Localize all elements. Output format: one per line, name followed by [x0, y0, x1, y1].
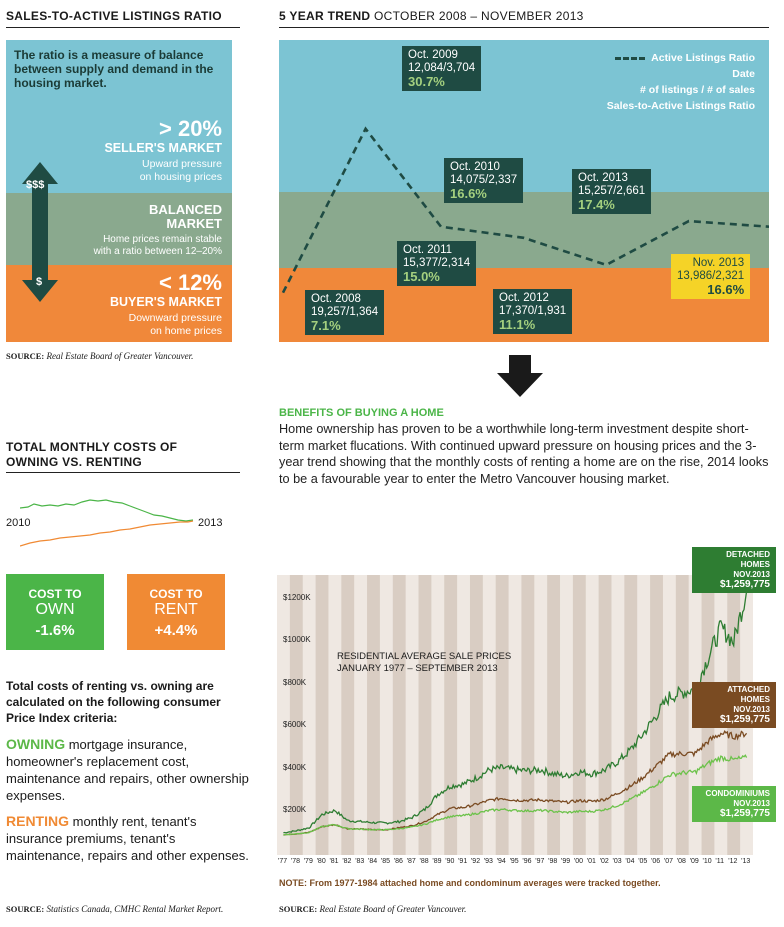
x-tick-label: '00 — [573, 858, 584, 865]
callout-counts: 12,084/3,704 — [408, 62, 476, 74]
ratio-title-rule — [6, 27, 240, 28]
x-tick-label: '96 — [522, 858, 532, 865]
callout-date: Oct. 2013 — [578, 172, 628, 184]
callout-ratio: 17.4% — [578, 197, 615, 212]
x-tick-label: '83 — [355, 858, 365, 865]
tag-date: NOV.2013 — [733, 799, 770, 808]
callout-nov-2013 — [671, 254, 750, 299]
x-tick-label: '88 — [419, 858, 429, 865]
x-tick-label: '77 — [278, 858, 288, 865]
buyers-desc2: on home prices — [150, 325, 222, 337]
x-tick-label: '81 — [329, 858, 339, 865]
tag-name: ATTACHED HOMES — [727, 685, 770, 704]
x-tick-label: '98 — [548, 858, 558, 865]
costs-source-text: Statistics Canada, CMHC Rental Market Report. — [46, 904, 224, 914]
x-tick-label: '03 — [612, 858, 622, 865]
callout-ratio: 30.7% — [408, 74, 445, 89]
chart-note: NOTE: From 1977-1984 attached home and condominum averages were tracked together. — [279, 878, 661, 888]
own-cost-line — [20, 500, 193, 521]
x-tick-label: '93 — [483, 858, 493, 865]
year-stripe — [650, 575, 663, 855]
year-stripes — [290, 575, 740, 855]
callout-counts: 17,370/1,931 — [499, 305, 567, 317]
callout-ratio: 16.6% — [450, 186, 487, 201]
ratio-panel — [6, 40, 232, 342]
x-tick-label: '12 — [728, 858, 738, 865]
costs-source-label: SOURCE: — [6, 904, 45, 914]
criteria-heading: Total costs of renting vs. owning are calculated on the following consumer Price Index criteria: — [6, 679, 221, 725]
callout-oct-2010 — [444, 158, 523, 203]
down-arrow-icon — [497, 355, 543, 397]
callout-date: Oct. 2009 — [408, 49, 458, 61]
y-tick-800k: $800K — [283, 678, 307, 687]
x-tick-label: '94 — [496, 858, 506, 865]
callout-oct-2012 — [493, 289, 572, 334]
x-tick-label: '89 — [432, 858, 442, 865]
chart-source-text: Real Estate Board of Greater Vancouver. — [319, 904, 467, 914]
price-chart — [277, 575, 753, 855]
callout-date: Nov. 2013 — [692, 257, 745, 269]
callout-counts: 13,986/2,321 — [677, 270, 745, 282]
callout-date: Oct. 2008 — [311, 293, 361, 305]
callout-counts: 19,257/1,364 — [311, 306, 379, 318]
sellers-desc1: Upward pressure — [142, 158, 222, 170]
buyers-name: BUYER'S MARKET — [109, 295, 222, 309]
x-tick-label: '95 — [509, 858, 519, 865]
x-tick-label: '01 — [586, 858, 596, 865]
costs-title — [6, 440, 177, 470]
callout-ratio: 15.0% — [403, 269, 440, 284]
rent-label1: COST TO — [149, 587, 203, 601]
renting-criteria — [6, 813, 252, 864]
renting-text: monthly rent, tenant's insurance premiums, tenant's maintenance, repairs and other expenses. — [6, 814, 249, 863]
callout-date: Oct. 2011 — [403, 244, 453, 256]
legend-line-label: Active Listings Ratio — [651, 52, 755, 64]
tag-name: DETACHED HOMES — [726, 550, 770, 569]
x-tick-label: '11 — [715, 858, 724, 865]
chart-source-label: SOURCE: — [279, 904, 318, 914]
callout-date: Oct. 2012 — [499, 292, 549, 304]
trend-title — [279, 9, 584, 23]
callout-counts: 14,075/2,337 — [450, 174, 518, 186]
legend-date: Date — [732, 68, 755, 80]
costs-source — [6, 904, 223, 914]
trend-title-bold: 5 YEAR TREND — [279, 9, 371, 23]
ratio-source-text: Real Estate Board of Greater Vancouver. — [46, 351, 194, 361]
x-tick-label: '84 — [368, 858, 378, 865]
tag-price: $1,259,775 — [719, 808, 770, 819]
x-tick-label: '87 — [406, 858, 416, 865]
tag-detached-homes — [692, 547, 776, 593]
owning-text: mortgage insurance, homeowner's replacement cost, maintenance and repairs, other ownership expenses. — [6, 737, 249, 803]
costs-end-year: 2013 — [198, 517, 223, 529]
tag-date: NOV.2013 — [733, 705, 770, 714]
tag-name: CONDOMINIUMS — [705, 789, 770, 798]
x-tick-label: '06 — [651, 858, 661, 865]
year-stripe — [393, 575, 406, 855]
own-value: -1.6% — [35, 622, 75, 639]
x-tick-label: '08 — [676, 858, 686, 865]
x-tick-label: '10 — [702, 858, 712, 865]
owning-keyword: OWNING — [6, 736, 66, 752]
x-tick-label: '99 — [561, 858, 571, 865]
balanced-name2: MARKET — [166, 216, 222, 231]
price-chart-title-line1: RESIDENTIAL AVERAGE SALE PRICES — [337, 651, 512, 662]
y-tick-400k: $400K — [283, 763, 307, 772]
sellers-threshold: > 20% — [159, 116, 222, 141]
cost-to-own-box — [6, 574, 104, 650]
year-stripe — [599, 575, 612, 855]
x-tick-label: '05 — [638, 858, 648, 865]
sellers-name: SELLER'S MARKET — [104, 141, 222, 155]
callout-ratio: 11.1% — [499, 317, 536, 332]
rent-value: +4.4% — [154, 622, 198, 639]
ratio-title: SALES-TO-ACTIVE LISTINGS RATIO — [6, 9, 222, 23]
x-tick-label: '82 — [342, 858, 352, 865]
ratio-source-label: SOURCE: — [6, 351, 45, 361]
x-tick-label: '97 — [535, 858, 545, 865]
callout-oct-2013 — [572, 169, 651, 214]
rent-cost-line — [20, 521, 193, 546]
legend-counts: # of listings / # of sales — [640, 84, 755, 96]
year-stripe — [547, 575, 560, 855]
costs-sparkline — [20, 492, 195, 552]
trend-title-rule — [279, 27, 769, 28]
callout-ratio: 7.1% — [311, 318, 341, 333]
y-tick-600k: $600K — [283, 720, 307, 729]
year-stripe — [419, 575, 432, 855]
sellers-desc2: on housing prices — [139, 171, 222, 183]
y-tick-1200k: $1200K — [283, 593, 311, 602]
x-tick-label: '86 — [393, 858, 403, 865]
balanced-desc2: with a ratio between 12–20% — [93, 246, 222, 257]
callout-counts: 15,257/2,661 — [578, 185, 646, 197]
x-tick-label: '09 — [689, 858, 699, 865]
trend-panel — [279, 40, 769, 342]
costs-title-rule — [6, 472, 240, 473]
legend-ratio: Sales-to-Active Listings Ratio — [606, 100, 755, 112]
own-label2: OWN — [35, 601, 75, 618]
year-stripe — [676, 575, 689, 855]
benefits-title: BENEFITS OF BUYING A HOME — [279, 407, 444, 419]
callout-oct-2008 — [305, 290, 384, 335]
renting-keyword: RENTING — [6, 813, 69, 829]
x-tick-label: '85 — [380, 858, 391, 865]
callout-date: Oct. 2010 — [450, 161, 500, 173]
year-stripe — [367, 575, 380, 855]
low-price-symbol: $ — [36, 276, 43, 288]
x-tick-label: '04 — [625, 858, 635, 865]
own-label1: COST TO — [28, 587, 82, 601]
trend-title-range: OCTOBER 2008 – NOVEMBER 2013 — [374, 9, 584, 23]
balanced-desc1: Home prices remain stable — [103, 234, 222, 245]
ratio-source — [6, 351, 193, 361]
price-chart-title-line2: JANUARY 1977 – SEPTEMBER 2013 — [337, 663, 498, 674]
tag-price: $1,259,775 — [719, 714, 770, 725]
buyers-desc1: Downward pressure — [128, 312, 222, 324]
x-tick-label: '91 — [458, 858, 468, 865]
callout-counts: 15,377/2,314 — [403, 257, 471, 269]
x-tick-label: '92 — [470, 858, 481, 865]
costs-title-line2: OWNING VS. RENTING — [6, 455, 143, 469]
tag-condominiums — [692, 786, 776, 822]
year-stripe — [444, 575, 457, 855]
x-tick-label: '13 — [741, 858, 751, 865]
year-stripe — [341, 575, 354, 855]
cost-to-rent-box — [127, 574, 225, 650]
callout-oct-2009 — [402, 46, 481, 91]
rent-label2: RENT — [154, 601, 198, 618]
balanced-name1: BALANCED — [149, 202, 222, 217]
x-tick-label: '07 — [663, 858, 674, 865]
x-tick-label: '80 — [316, 858, 326, 865]
tag-attached-homes — [692, 682, 776, 728]
benefits-body: Home ownership has proven to be a worthwhile long-term investment despite short-term market flucations. With continued upward pressure on housing prices and the 3-year trend showing that the monthly costs of renting a home are on the rise, 2014 looks to be a favourable year to enter the Metro Vancouver housing market. — [279, 422, 769, 486]
x-tick-label: '79 — [303, 858, 313, 865]
y-tick-1000k: $1000K — [283, 635, 311, 644]
year-stripe — [521, 575, 534, 855]
chart-source — [279, 904, 466, 914]
callout-ratio: 16.6% — [707, 282, 745, 297]
tag-date: NOV.2013 — [733, 570, 770, 579]
costs-start-year: 2010 — [6, 517, 31, 529]
tag-price: $1,259,775 — [719, 579, 770, 590]
y-tick-200k: $200K — [283, 805, 307, 814]
buyers-threshold: < 12% — [159, 270, 222, 295]
year-stripe — [573, 575, 586, 855]
price-chart-title — [337, 651, 511, 675]
year-stripe — [496, 575, 509, 855]
year-stripe — [624, 575, 637, 855]
high-price-symbol: $$$ — [26, 179, 45, 191]
owning-criteria — [6, 736, 252, 804]
x-tick-label: '90 — [445, 858, 455, 865]
x-tick-label: '02 — [599, 858, 609, 865]
costs-title-line1: TOTAL MONTHLY COSTS OF — [6, 440, 178, 454]
ratio-intro: The ratio is a measure of balance between supply and demand in the housing market. — [14, 48, 214, 90]
x-tick-label: '78 — [290, 858, 300, 865]
callout-oct-2011 — [397, 241, 476, 286]
